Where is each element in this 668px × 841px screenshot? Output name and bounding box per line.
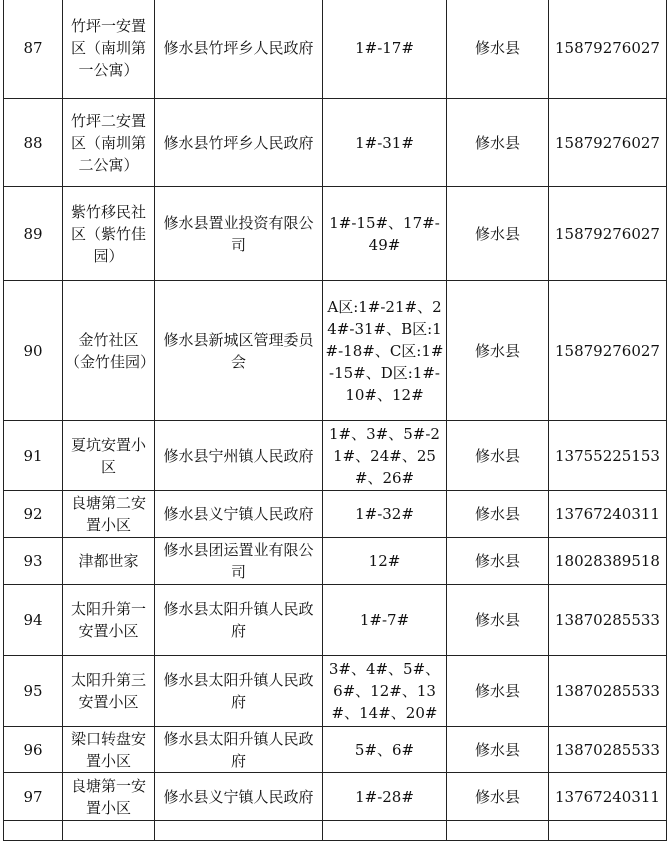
table-row	[4, 99, 667, 187]
table-row	[4, 0, 667, 99]
community-name: 太阳升第三安置小区	[63, 656, 155, 727]
community-name: 良塘第二安置小区	[63, 491, 155, 538]
responsible-unit: 修水县竹坪乡人民政府	[155, 99, 323, 187]
contact-phone	[549, 821, 667, 841]
responsible-unit: 修水县团运置业有限公司	[155, 538, 323, 585]
contact-phone: 15879276027	[549, 281, 667, 421]
responsible-unit: 修水县太阳升镇人民政府	[155, 585, 323, 656]
row-number: 87	[4, 0, 63, 99]
contact-phone: 13870285533	[549, 656, 667, 727]
row-number: 96	[4, 727, 63, 773]
building-numbers: 1#-28#	[323, 773, 447, 821]
row-number	[4, 821, 63, 841]
contact-phone: 13870285533	[549, 727, 667, 773]
community-name: 金竹社区（金竹佳园）	[63, 281, 155, 421]
responsible-unit: 修水县新城区管理委员会	[155, 281, 323, 421]
row-number: 92	[4, 491, 63, 538]
community-name: 夏坑安置小区	[63, 421, 155, 491]
county: 修水县	[447, 491, 549, 538]
responsible-unit: 修水县太阳升镇人民政府	[155, 656, 323, 727]
community-name: 太阳升第一安置小区	[63, 585, 155, 656]
community-name: 竹坪二安置区（南圳第二公寓）	[63, 99, 155, 187]
building-numbers: 1#-17#	[323, 0, 447, 99]
community-name: 津都世家	[63, 538, 155, 585]
building-numbers: 1#、3#、5#-21#、24#、25#、26#	[323, 421, 447, 491]
table-row	[4, 491, 667, 538]
building-numbers: 3#、4#、5#、6#、12#、13#、14#、20#	[323, 656, 447, 727]
responsible-unit: 修水县置业投资有限公司	[155, 187, 323, 281]
community-name: 紫竹移民社区（紫竹佳园）	[63, 187, 155, 281]
building-numbers: 5#、6#	[323, 727, 447, 773]
responsible-unit: 修水县宁州镇人民政府	[155, 421, 323, 491]
row-number: 95	[4, 656, 63, 727]
table-row	[4, 281, 667, 421]
table-row	[4, 187, 667, 281]
table-row	[4, 585, 667, 656]
contact-phone: 13870285533	[549, 585, 667, 656]
community-name: 梁口转盘安置小区	[63, 727, 155, 773]
table-row	[4, 656, 667, 727]
responsible-unit: 修水县太阳升镇人民政府	[155, 727, 323, 773]
county: 修水县	[447, 727, 549, 773]
table-row	[4, 773, 667, 821]
building-numbers: 1#-7#	[323, 585, 447, 656]
contact-phone: 15879276027	[549, 99, 667, 187]
contact-phone: 15879276027	[549, 0, 667, 99]
contact-phone: 13767240311	[549, 491, 667, 538]
row-number: 97	[4, 773, 63, 821]
resettlement-table	[3, 0, 667, 841]
county: 修水县	[447, 656, 549, 727]
county: 修水县	[447, 187, 549, 281]
table-row	[4, 538, 667, 585]
building-numbers: A区:1#-21#、24#-31#、B区:1#-18#、C区:1#-15#、D区:1#-10#、12#	[323, 281, 447, 421]
contact-phone: 13767240311	[549, 773, 667, 821]
building-numbers: 12#	[323, 538, 447, 585]
county: 修水县	[447, 281, 549, 421]
community-name: 竹坪一安置区（南圳第一公寓）	[63, 0, 155, 99]
table-row	[4, 421, 667, 491]
table-row	[4, 727, 667, 773]
row-number: 94	[4, 585, 63, 656]
building-numbers: 1#-15#、17#-49#	[323, 187, 447, 281]
contact-phone: 18028389518	[549, 538, 667, 585]
row-number: 88	[4, 99, 63, 187]
responsible-unit: 修水县义宁镇人民政府	[155, 491, 323, 538]
building-numbers: 1#-31#	[323, 99, 447, 187]
row-number: 91	[4, 421, 63, 491]
table-body	[4, 0, 667, 841]
building-numbers: 1#-32#	[323, 491, 447, 538]
row-number: 93	[4, 538, 63, 585]
row-number: 90	[4, 281, 63, 421]
county: 修水县	[447, 585, 549, 656]
county: 修水县	[447, 773, 549, 821]
responsible-unit: 修水县竹坪乡人民政府	[155, 0, 323, 99]
county: 修水县	[447, 421, 549, 491]
contact-phone: 15879276027	[549, 187, 667, 281]
contact-phone: 13755225153	[549, 421, 667, 491]
table-row	[4, 821, 667, 841]
responsible-unit	[155, 821, 323, 841]
responsible-unit: 修水县义宁镇人民政府	[155, 773, 323, 821]
row-number: 89	[4, 187, 63, 281]
community-name: 良塘第一安置小区	[63, 773, 155, 821]
county: 修水县	[447, 538, 549, 585]
county: 修水县	[447, 0, 549, 99]
community-name	[63, 821, 155, 841]
county	[447, 821, 549, 841]
building-numbers	[323, 821, 447, 841]
county: 修水县	[447, 99, 549, 187]
